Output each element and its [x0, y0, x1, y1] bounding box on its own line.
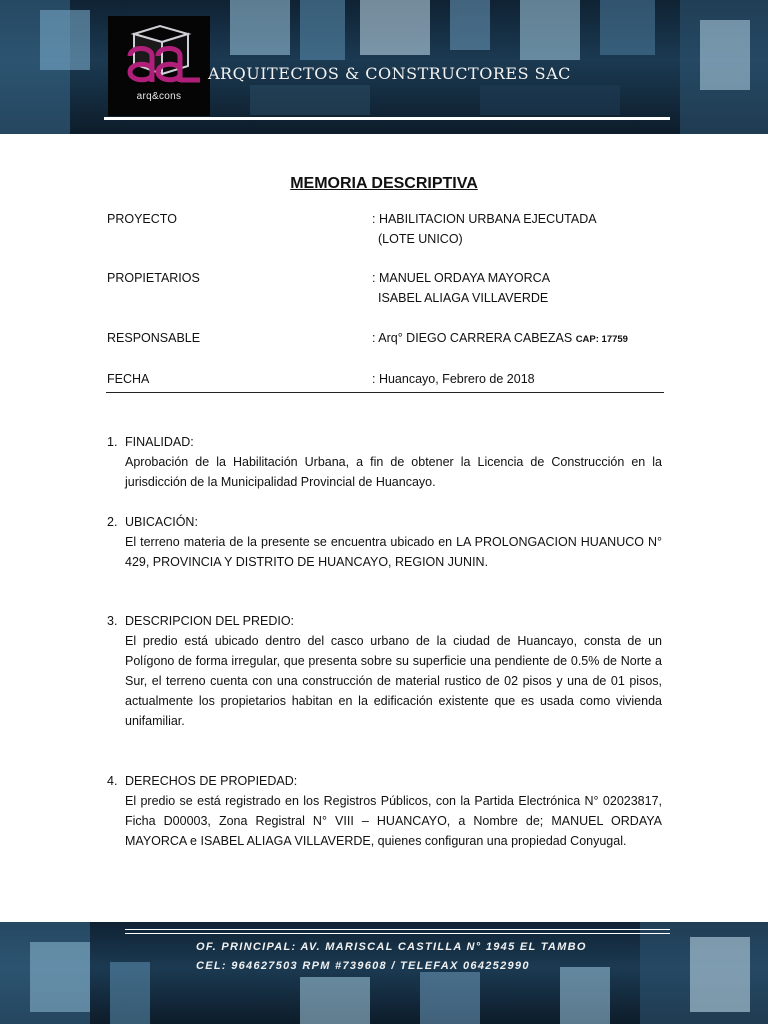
responsable-value	[372, 328, 628, 350]
company-logo	[108, 16, 210, 116]
banner-decor	[300, 977, 370, 1024]
section-number: 3.	[107, 614, 118, 628]
fecha-value: : Huancayo, Febrero de 2018	[372, 372, 535, 386]
propietarios-value	[372, 268, 550, 308]
section-title: FINALIDAD:	[125, 435, 194, 449]
banner-decor	[230, 0, 290, 55]
banner-decor	[520, 0, 580, 60]
banner-decor	[420, 972, 480, 1024]
proyecto-label: PROYECTO	[107, 212, 177, 226]
banner-decor	[40, 10, 90, 70]
fecha-label: FECHA	[107, 372, 150, 386]
banner-decor	[690, 937, 750, 1012]
section-heading	[107, 432, 662, 452]
responsable-name: : Arq° DIEGO CARRERA CABEZAS	[372, 331, 573, 345]
section-derechos	[107, 771, 662, 851]
proyecto-value-line1: : HABILITACION URBANA EJECUTADA	[372, 212, 597, 226]
section-body: Aprobación de la Habilitación Urbana, a fin de obtener la Licencia de Construcción en la jurisdicción de la Municipalidad Provincial de Huancayo.	[125, 455, 662, 489]
footer-banner	[0, 922, 768, 1024]
section-title: UBICACIÓN:	[125, 515, 198, 529]
section-body: El predio se está registrado en los Registros Públicos, con la Partida Electrónica N° 02023817, Ficha D00003, Zona Registral N° VIII – HUANCAYO, a Nombre de; MANUEL ORDAYA MAYORCA e ISABEL ALIAGA VILLAVERDE, quienes configuran una propiedad Conyugal.	[125, 794, 662, 848]
propietarios-label: PROPIETARIOS	[107, 271, 200, 285]
proyecto-value-line2: (LOTE UNICO)	[378, 232, 463, 246]
header-divider	[104, 117, 670, 120]
banner-decor	[450, 0, 490, 50]
section-finalidad	[107, 432, 662, 492]
banner-decor	[110, 962, 150, 1024]
banner-decor	[300, 0, 345, 60]
header-banner	[0, 0, 768, 134]
document-title: MEMORIA DESCRIPTIVA	[290, 175, 478, 192]
footer-address: OF. PRINCIPAL: AV. MARISCAL CASTILLA N° 1945 EL TAMBO	[196, 941, 587, 953]
cap-number: CAP: 17759	[575, 334, 628, 345]
banner-decor	[30, 942, 90, 1012]
section-ubicacion	[107, 512, 662, 572]
banner-decor	[560, 967, 610, 1024]
section-number: 2.	[107, 515, 118, 529]
banner-decor	[480, 85, 620, 115]
banner-decor	[360, 0, 430, 55]
banner-decor	[600, 0, 655, 55]
logo-text: arq&cons	[136, 91, 182, 102]
section-body: El predio está ubicado dentro del casco urbano de la ciudad de Huancayo, consta de un Polígono de forma irregular, que presenta sobre su superficie una pendiente de 0.5% de Norte a Sur, el terreno cuenta con una construcción de material rustico de 02 pisos y una de 01 pisos, actualmente los propietarios habitan en la edificación existente que es usada como vivienda unifamiliar.	[125, 634, 662, 728]
banner-decor	[250, 85, 370, 115]
responsable-label: RESPONSABLE	[107, 331, 201, 345]
propietarios-value-line1: : MANUEL ORDAYA MAYORCA	[372, 271, 551, 285]
propietarios-value-line2: ISABEL ALIAGA VILLAVERDE	[378, 291, 549, 305]
footer-divider	[125, 929, 670, 930]
section-heading	[107, 512, 662, 532]
footer-divider	[125, 933, 670, 934]
section-title: DESCRIPCION DEL PREDIO:	[125, 614, 295, 628]
banner-decor	[700, 20, 750, 90]
footer-contact: CEL: 964627503 RPM #739608 / TELEFAX 064252990	[196, 960, 530, 972]
section-title: DERECHOS DE PROPIEDAD:	[125, 774, 298, 788]
company-name: ARQUITECTOS & CONSTRUCTORES SAC	[208, 64, 571, 83]
section-descripcion	[107, 611, 662, 731]
section-number: 1.	[107, 435, 118, 449]
section-body: El terreno materia de la presente se encuentra ubicado en LA PROLONGACION HUANUCO N° 429, PROVINCIA Y DISTRITO DE HUANCAYO, REGION JUNIN.	[125, 535, 662, 569]
meta-divider	[106, 392, 664, 393]
section-heading	[107, 771, 662, 791]
section-number: 4.	[107, 774, 118, 788]
proyecto-value	[372, 209, 597, 249]
section-heading	[107, 611, 662, 631]
